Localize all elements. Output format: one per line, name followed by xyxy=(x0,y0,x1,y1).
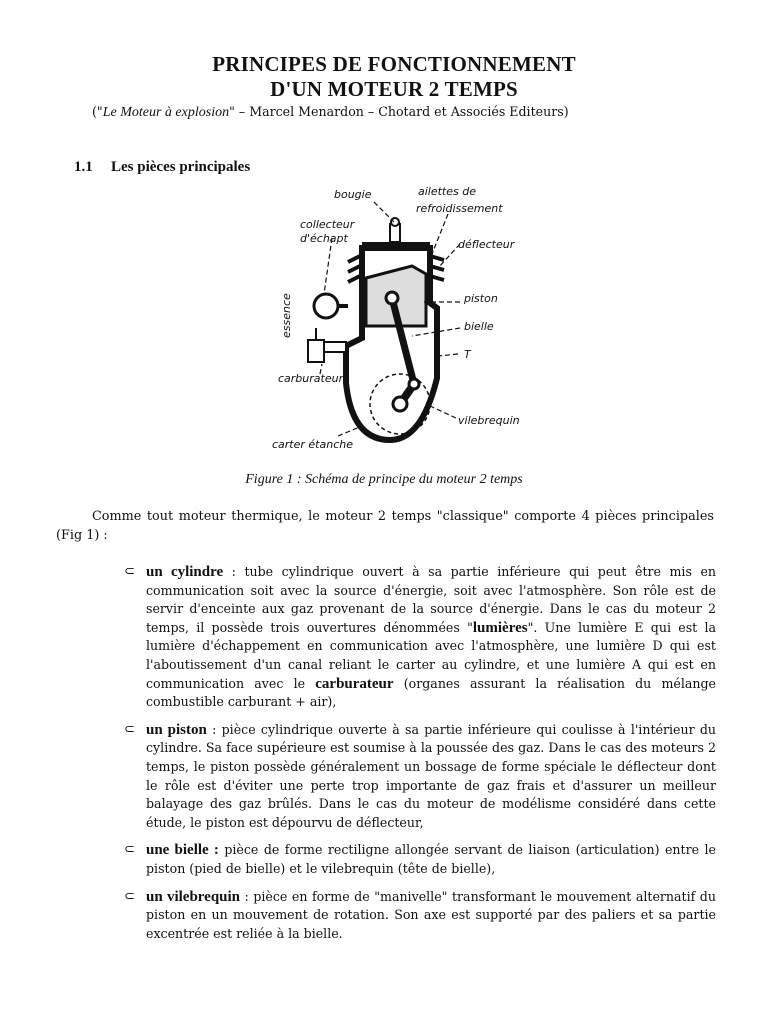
label-collecteur-1: collecteur xyxy=(300,218,355,231)
cylindre-text-3: (organes assurant la réalisation du mélange combustible carburant + air), xyxy=(146,675,717,710)
label-collecteur-2: d'échapt xyxy=(300,232,348,245)
term-vilebrequin: un vilebrequin xyxy=(146,888,241,905)
label-carter: carter étanche xyxy=(272,438,353,451)
term-lumieres: lumières xyxy=(472,619,528,636)
intro-paragraph: Comme tout moteur thermique, le moteur 2 temps "classique" comporte 4 pièces principales (Fig 1) : xyxy=(56,509,714,543)
term-bielle: une bielle : xyxy=(146,842,219,859)
list-item-piston xyxy=(124,721,716,833)
source-author-publisher: " – Marcel Menardon – Chotard et Associés Editeurs) xyxy=(229,104,569,119)
label-essence: essence xyxy=(280,293,293,338)
exhaust-collector xyxy=(314,294,338,318)
bullet-icon: ⊂ xyxy=(124,842,135,858)
label-bougie: bougie xyxy=(334,188,372,201)
label-ailettes-2: refroidissement xyxy=(416,202,503,215)
bullet-icon: ⊂ xyxy=(124,888,135,904)
label-bielle: bielle xyxy=(464,320,494,333)
source-book-title: Le Moteur à explosion xyxy=(102,105,230,120)
engine-diagram xyxy=(262,178,532,453)
section-number: 1.1 xyxy=(74,159,93,175)
label-ailettes-1: ailettes de xyxy=(418,185,476,198)
bielle-text: pièce de forme rectiligne allongée servant de liaison (articulation) entre le piston (pied de bielle) et le vilebrequin (tête de bielle), xyxy=(146,842,717,876)
document-title-line2: D'UN MOTEUR 2 TEMPS xyxy=(270,77,518,101)
document-title-line1: PRINCIPES DE FONCTIONNEMENT xyxy=(212,52,576,76)
list-item-vilebrequin xyxy=(124,888,716,944)
term-carburateur: carburateur xyxy=(315,675,394,692)
list-item-cylindre xyxy=(124,563,716,712)
term-piston: un piston xyxy=(146,721,207,738)
label-carburateur: carburateur xyxy=(278,372,344,385)
piston-text: : pièce cylindrique ouverte à sa partie inférieure qui coulisse à l'intérieur du cylindre. Sa face supérieure est soumise à la poussée des gaz. Dans le cas des moteurs 2 temps, le piston possède généralement un bossage de forme spéciale le déflecteur dont le rôle est d'éviter une perte trop importante de gaz frais et d'assurer un meilleur balayage des gaz brûlés. Dans le cas du moteur de modélisme considéré dans cette étude, le piston est dépourvu de déflecteur, xyxy=(146,721,717,830)
bullet-icon: ⊂ xyxy=(124,721,135,737)
carburetor-shape xyxy=(308,328,346,362)
source-open: (" xyxy=(92,104,103,119)
list-item-bielle xyxy=(124,841,716,878)
label-deflecteur: déflecteur xyxy=(458,238,515,251)
section-title: Les pièces principales xyxy=(111,159,251,175)
parts-list xyxy=(124,563,716,952)
source-reference xyxy=(92,104,569,121)
figure-caption: Figure 1 : Schéma de principe du moteur 2 temps xyxy=(245,472,523,487)
bullet-icon: ⊂ xyxy=(124,564,135,579)
cylindre-text-2: ". Une lumière E qui est la lumière d'échappement en communication avec l'atmosphère, une lumière D qui est l'aboutissement d'un canal reliant le carter au cylindre, et une lumière A qui est en communication avec le xyxy=(146,619,716,691)
label-vilebrequin: vilebrequin xyxy=(458,414,520,427)
spark-plug xyxy=(390,218,400,242)
label-piston: piston xyxy=(464,292,498,305)
term-cylindre: un cylindre xyxy=(146,564,224,580)
label-t: T xyxy=(464,348,471,361)
vilebrequin-text: : pièce en forme de "manivelle" transformant le mouvement alternatif du piston en un mouvement de rotation. Son axe est supporté par des paliers et sa partie excentrée est reliée à la bielle. xyxy=(146,888,716,941)
cylindre-text-1: : tube cylindrique ouvert à sa partie inférieure qui peut être mis en communication soit avec la source d'énergie, soit avec l'atmosphère. Son rôle est de servir d'enceinte aux gaz provenant de la source d'énergie. Dans le cas du moteur 2 temps, il possède trois ouvertures dénommées " xyxy=(146,564,717,635)
